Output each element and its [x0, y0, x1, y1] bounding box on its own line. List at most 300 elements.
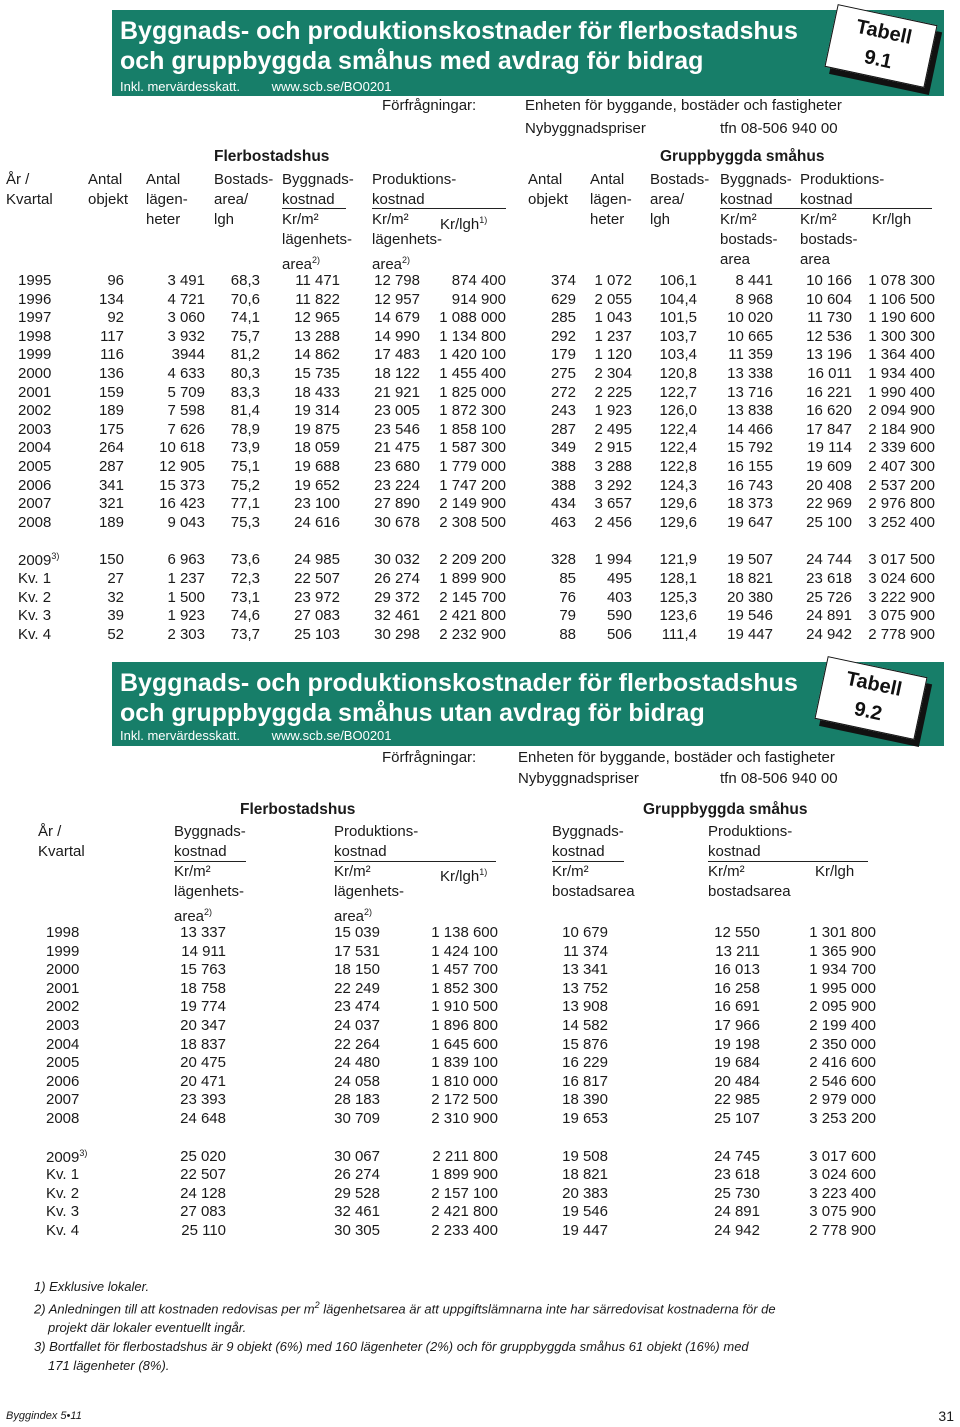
table-cell: 28 183: [334, 1091, 380, 1109]
table-cell: 243: [550, 402, 576, 420]
table-cell: Kv. 2: [18, 588, 52, 606]
table-cell: 20 380: [727, 588, 773, 606]
table-cell: 22 985: [714, 1091, 760, 1109]
table-cell: 1 364 400: [868, 346, 935, 364]
table-cell: 2002: [46, 998, 80, 1016]
table-cell: 13 338: [727, 365, 773, 382]
table-cell: 19 653: [562, 1110, 608, 1127]
table-cell: 126,0: [659, 402, 697, 420]
t2-header-g-prod-krlgh: Kr/lgh: [815, 863, 855, 880]
table-cell: 2 209 200: [439, 551, 506, 569]
table-cell: 24 745: [714, 1147, 760, 1165]
table-cell: 19 507: [727, 551, 773, 569]
table-cell: 23 005: [374, 402, 420, 420]
table-cell: 13 211: [715, 942, 760, 960]
table-cell: 11 359: [728, 346, 773, 364]
header-year-line1: År /: [6, 171, 30, 188]
table-cell: 74,6: [230, 607, 260, 625]
table-cell: 434: [550, 495, 576, 513]
table-cell: 1 910 500: [431, 998, 498, 1016]
table-cell: 2 778 900: [868, 625, 935, 643]
table-cell: 20 383: [562, 1184, 608, 1202]
table-cell: 10 679: [562, 924, 608, 941]
table-cell: 13 908: [562, 998, 608, 1016]
table-cell: 2 456: [594, 513, 632, 531]
table-cell: 128,1: [659, 570, 697, 587]
table-cell: 2 339 600: [868, 439, 935, 457]
table-cell: 24 058: [334, 1072, 380, 1090]
table-cell: 1 300 300: [868, 327, 935, 345]
table-cell: 24 744: [806, 551, 852, 569]
table-cell: 88: [559, 625, 576, 643]
header-g-bygg-line5: area: [720, 251, 751, 268]
footnote-ref-3: 3): [79, 1147, 88, 1158]
table-cell: 2 233 400: [431, 1222, 498, 1239]
table-cell: 77,1: [230, 495, 260, 513]
table-cell: 2 537 200: [868, 476, 935, 494]
table-cell: 2 172 500: [431, 1091, 498, 1109]
table-cell: 12 798: [374, 272, 420, 289]
header-g-antal-objekt: [528, 170, 568, 210]
header-prod-krlgh: [440, 210, 487, 235]
group-flerbostadshus: Flerbostadshus: [214, 148, 330, 165]
table-cell: 2 145 700: [439, 588, 506, 606]
t2-underline-bygg: [174, 861, 246, 862]
table-cell: 29 372: [374, 588, 420, 606]
table-cell: 116: [100, 346, 124, 364]
table-cell: 3 292: [594, 476, 632, 494]
table-cell: 117: [100, 327, 124, 345]
table-cell: 25 726: [806, 588, 852, 606]
header-g-bygg-line1: Byggnads-: [720, 171, 792, 188]
table-cell: 17 966: [714, 1017, 760, 1034]
table-cell: 10 020: [727, 309, 773, 327]
table-row: [0, 1073, 960, 1092]
contact-unit: Enheten för byggande, bostäder och fastigheter: [525, 97, 842, 114]
footnote-3: 3) Bortfallet för flerbostadshus är 9 objekt (6%) med 160 lägenheter (2%) och för gruppbyggda småhus 61 objekt (16%) med: [34, 1339, 749, 1355]
table-cell: 629: [550, 290, 576, 308]
t2-prod-line1: Produktions-: [334, 823, 419, 840]
t2-header-year-line2: Kvartal: [38, 843, 85, 860]
table-cell: 1 301 800: [809, 924, 876, 941]
table-cell: 12 550: [714, 924, 760, 941]
table-cell: 1 043: [594, 309, 632, 327]
table-cell: 18 837: [180, 1035, 226, 1053]
table-cell: 24 128: [180, 1184, 226, 1202]
header-g-prod-line1: Produktions-: [800, 171, 885, 188]
table-cell: 25 110: [181, 1222, 226, 1239]
table-cell: 1 747 200: [439, 476, 506, 494]
table-cell: 341: [98, 476, 124, 494]
contact-section: Nybyggnadspriser: [525, 120, 646, 137]
table-cell: 70,6: [230, 290, 260, 308]
t2-footnote-ref-2: 2): [204, 907, 213, 917]
table-cell: 2004: [46, 1035, 80, 1053]
table-cell: 24 942: [806, 625, 852, 643]
table-cell: 73,9: [230, 439, 260, 457]
header-g-byggnadskostnad: [720, 170, 792, 270]
table-cell: 52: [107, 625, 124, 643]
header-prod-line2: kostnad: [372, 191, 425, 208]
table-cell: 1 072: [594, 272, 632, 289]
table-cell: 13 288: [294, 327, 340, 345]
table-cell: 3 932: [167, 327, 205, 345]
table-9-1-banner: [112, 10, 944, 96]
table-cell: 5 709: [167, 383, 205, 401]
table-cell: 2000: [18, 365, 52, 382]
table-cell: 24 480: [334, 1054, 380, 1072]
table-cell: 2 211 800: [432, 1147, 498, 1165]
table-cell: 104,4: [659, 290, 697, 308]
footnote-2-sup: 2: [314, 1300, 320, 1310]
table-cell: 16 229: [562, 1054, 608, 1072]
table-cell: 1999: [46, 942, 80, 960]
table-cell: 106,1: [659, 272, 697, 289]
source-url-2: www.scb.se/BO0201: [271, 728, 392, 743]
table-cell: 16 221: [806, 383, 852, 401]
table-cell: 111,4: [661, 625, 697, 643]
table-cell: 1 645 600: [431, 1035, 498, 1053]
table-cell: 3 288: [594, 458, 632, 475]
table-cell: 25 107: [714, 1110, 760, 1127]
table-cell: 3 657: [594, 495, 632, 513]
table-row: [0, 1185, 960, 1204]
table-cell: 3 252 400: [868, 513, 935, 531]
table-cell: 16 011: [807, 365, 852, 382]
header-prod-line1: Produktions-: [372, 171, 457, 188]
table-cell: 2 407 300: [868, 458, 935, 475]
table-cell: 10 604: [806, 290, 852, 308]
table-cell: 1 872 300: [439, 402, 506, 420]
table-cell: 13 716: [727, 383, 773, 401]
vat-note: Inkl. mervärdesskatt.: [120, 79, 240, 94]
table-cell: 374: [550, 272, 576, 289]
table-9-2-title-line2: och gruppbyggda småhus utan avdrag för bidrag: [120, 699, 705, 727]
table-cell: 2006: [18, 476, 52, 494]
table-cell: Kv. 3: [46, 1203, 80, 1221]
table-cell: 1 825 000: [439, 383, 506, 401]
table-cell: 122,4: [659, 439, 697, 457]
table-cell: 11 822: [295, 290, 340, 308]
table-cell: 23 680: [374, 458, 420, 475]
header-g-bost-line3: lgh: [650, 211, 671, 228]
header-antal-objekt-line2: objekt: [88, 191, 129, 208]
t2-g-prod-line3: Kr/m²: [708, 863, 745, 880]
table-cell: 2 304: [594, 365, 632, 382]
table-cell: Kv. 1: [46, 1166, 80, 1184]
table-cell: 20 347: [180, 1017, 226, 1034]
header-bygg-line5: area: [282, 256, 313, 273]
table-cell: 20 471: [180, 1072, 226, 1090]
table-row: [0, 1203, 960, 1222]
table-cell: 23 393: [180, 1091, 226, 1109]
table-cell: 19 198: [714, 1035, 760, 1053]
header-prod-krlgh-label: Kr/lgh: [440, 216, 480, 233]
table-cell: 14 466: [727, 420, 773, 438]
table-cell: 8 968: [735, 290, 773, 308]
vat-note-2: Inkl. mervärdesskatt.: [120, 728, 240, 743]
table-cell: 81,2: [230, 346, 260, 364]
t2-underline-prod: [334, 861, 496, 862]
table-cell: 175: [98, 420, 124, 438]
header-g-bygg-line3: Kr/m²: [720, 211, 757, 228]
table-cell: 14 862: [294, 346, 340, 364]
table-cell: 23 546: [374, 420, 420, 438]
header-bygg-line3: Kr/m²: [282, 211, 319, 228]
header-bygg-line1: Byggnads-: [282, 171, 354, 188]
table-row: [0, 272, 960, 291]
table-cell: 15 792: [727, 439, 773, 457]
t2-underline-g-prod: [708, 861, 868, 862]
t2-header-g-produktionskostnad: [708, 822, 792, 902]
table-cell: 2 303: [167, 625, 205, 643]
table-cell: 25 020: [180, 1147, 226, 1165]
header-g-bygg-line2: kostnad: [720, 191, 773, 208]
table-cell: 29 528: [334, 1184, 380, 1202]
table-row: [0, 514, 960, 533]
header-g-prod-line5: area: [800, 251, 831, 268]
table-cell: 349: [550, 439, 576, 457]
table-cell: 22 507: [294, 570, 340, 587]
table-cell: 12 905: [159, 458, 205, 475]
header-g-bost-line1: Bostads-: [650, 171, 710, 188]
table-cell: 1 990 400: [868, 383, 935, 401]
table-cell: 2 149 900: [439, 495, 506, 513]
t2-header-g-byggnadskostnad: [552, 822, 635, 902]
table-cell: 18 122: [374, 365, 420, 382]
table-cell: 2002: [18, 402, 52, 420]
table-cell: 13 752: [562, 979, 608, 997]
table-cell: 24 616: [294, 513, 340, 531]
table-cell: 2004: [18, 439, 52, 457]
table-row: [0, 943, 960, 962]
table-cell: 30 305: [334, 1222, 380, 1239]
table-cell: 1 190 600: [868, 309, 935, 327]
table-cell: 292: [550, 327, 576, 345]
table-cell: 18 373: [727, 495, 773, 513]
table-cell: 3 060: [167, 309, 205, 327]
header-prod-line4: lägenhets-: [372, 231, 443, 248]
table-cell: 388: [550, 458, 576, 475]
table-9-1-title-line2: och gruppbyggda småhus med avdrag för bidrag: [120, 47, 704, 75]
table-cell: 25 100: [806, 513, 852, 531]
header-prod-line5: area: [372, 256, 403, 273]
table-cell: 2001: [18, 383, 52, 401]
table-cell: 27: [107, 570, 124, 587]
table-cell: 10 665: [727, 327, 773, 345]
table-cell: 18 059: [294, 439, 340, 457]
table-cell: 75,3: [230, 513, 260, 531]
table-cell: 1997: [18, 309, 52, 327]
table-cell: 2006: [46, 1072, 80, 1090]
table-cell: 2005: [18, 458, 52, 475]
t2-bygg-line4: lägenhets-: [174, 883, 245, 900]
table-cell: 73,1: [230, 588, 260, 606]
table-cell: 8 441: [735, 272, 773, 289]
table-cell: 129,6: [659, 495, 697, 513]
header-g-prod-line3: Kr/m²: [800, 211, 837, 228]
table-cell: 10 166: [806, 272, 852, 289]
table-cell: 22 969: [806, 495, 852, 513]
table-cell: 16 620: [806, 402, 852, 420]
table-cell: 25 730: [714, 1184, 760, 1202]
table-cell: 3 024 600: [868, 570, 935, 587]
table-cell: 16 258: [714, 979, 760, 997]
header-bygg-line4: lägenhets-: [282, 231, 353, 248]
table-cell: 2 095 900: [809, 998, 876, 1016]
t2-header-prod-krlgh: [440, 862, 487, 887]
table-cell: 1 852 300: [431, 979, 498, 997]
table-cell: 72,3: [230, 570, 260, 587]
table-cell: 1 994: [594, 551, 632, 569]
table-cell: 125,3: [659, 588, 697, 606]
table-cell: 19 875: [294, 420, 340, 438]
table-row: [0, 495, 960, 514]
table-cell: 2007: [46, 1091, 80, 1109]
table-cell: 25 103: [294, 625, 340, 643]
table-cell: 23 972: [294, 588, 340, 606]
t2-prod-line3: Kr/m²: [334, 863, 371, 880]
table-cell: 19 774: [180, 998, 226, 1016]
table-cell: 11 374: [563, 942, 608, 960]
table-cell: 16 691: [714, 998, 760, 1016]
footnote-ref-3: 3): [51, 551, 60, 562]
table-cell: 16 743: [727, 476, 773, 494]
header-antal-lagenheter: [146, 170, 188, 230]
table-cell: 2005: [46, 1054, 80, 1072]
table-cell: 122,7: [659, 383, 697, 401]
table-row: [0, 309, 960, 328]
table-cell: 1 078 300: [868, 272, 935, 289]
table-cell: 75,7: [230, 327, 260, 345]
table-cell: 3 075 900: [809, 1203, 876, 1221]
table-cell: 30 067: [334, 1147, 380, 1165]
table-cell: 3 223 400: [809, 1184, 876, 1202]
table-cell: 1 088 000: [439, 309, 506, 327]
table-cell: 24 648: [180, 1110, 226, 1127]
table-cell: 321: [98, 495, 124, 513]
table-cell: 1 457 700: [431, 961, 498, 979]
table-cell: 21 921: [374, 383, 420, 401]
table-cell: 23 100: [294, 495, 340, 513]
table-cell: 1 237: [167, 570, 205, 587]
table-cell: 30 032: [374, 551, 420, 569]
table-cell: 275: [550, 365, 576, 382]
table-row: [0, 402, 960, 421]
page-number: 31: [938, 1408, 954, 1424]
table-cell: 17 847: [806, 420, 852, 438]
table-cell: 22 249: [334, 979, 380, 997]
t2-g-prod-line4: bostadsarea: [708, 883, 791, 900]
table-cell: 3 017 600: [809, 1147, 876, 1165]
table-cell: 11 471: [295, 272, 340, 289]
table-cell: 1996: [18, 290, 52, 308]
footnote-2-cont: projekt där lokaler eventuellt ingår.: [48, 1320, 247, 1336]
table-cell: 85: [559, 570, 576, 587]
table-cell: 17 483: [374, 346, 420, 364]
table-cell: 1 923: [167, 607, 205, 625]
table-row: [0, 1036, 960, 1055]
table-cell: 2 778 900: [809, 1222, 876, 1239]
table-cell: 134: [98, 290, 124, 308]
table-row: [0, 421, 960, 440]
table-cell: 272: [550, 383, 576, 401]
header-g-bostadsarea: [650, 170, 709, 230]
inquiries-label-2: Förfrågningar:: [382, 749, 477, 766]
table-cell: 80,3: [230, 365, 260, 382]
table-cell: 2009$^{3)}$: [18, 551, 60, 570]
header-lgh-line3: heter: [146, 211, 181, 228]
table-cell: 73,7: [230, 625, 260, 643]
table-cell: 1995: [18, 272, 52, 289]
page-footer-left: Byggindex 5•11: [6, 1410, 82, 1422]
header-bostadsarea-line3: lgh: [214, 211, 235, 228]
t2-header-byggnadskostnad: [174, 822, 246, 927]
table-cell: 874 400: [451, 272, 506, 289]
table-cell: 1 134 800: [439, 327, 506, 345]
table-cell: 32 461: [374, 607, 420, 625]
table-cell: 22 264: [334, 1035, 380, 1053]
table-cell: 1 106 500: [868, 290, 935, 308]
table-cell: 150: [98, 551, 124, 569]
table-cell: 2 308 500: [439, 513, 506, 531]
t2-bygg-line3: Kr/m²: [174, 863, 211, 880]
table-cell: 9 043: [167, 513, 205, 531]
table-cell: 1 424 100: [431, 942, 498, 960]
header-g-lgh-line1: Antal: [590, 171, 625, 188]
table-cell: 2 094 900: [868, 402, 935, 420]
table-cell: 24 891: [714, 1203, 760, 1221]
header-byggnadskostnad: [282, 170, 354, 275]
tag-word: Tabell: [854, 15, 914, 49]
header-g-lgh-line2: lägen-: [590, 191, 632, 208]
table-cell: 32: [107, 588, 124, 606]
table-cell: 1 923: [594, 402, 632, 420]
header-year-line2: Kvartal: [6, 191, 53, 208]
table-cell: 103,4: [659, 346, 697, 364]
table-row: [0, 551, 960, 570]
table-cell: 26 274: [374, 570, 420, 587]
table-cell: 3 491: [167, 272, 205, 289]
header-lgh-line2: lägen-: [146, 191, 188, 208]
table-cell: 1 899 900: [439, 570, 506, 587]
t2-g-bygg-line1: Byggnads-: [552, 823, 624, 840]
t2-prod-line2: kostnad: [334, 843, 387, 860]
header-g-prod-krlgh: Kr/lgh: [872, 211, 912, 228]
table-cell: 264: [98, 439, 124, 457]
table-cell: 74,1: [230, 309, 260, 327]
table-cell: 287: [550, 420, 576, 438]
footnote-2-part-a: 2) Anledningen till att kostnaden redovisas per m: [34, 1301, 315, 1317]
header-bostadsarea-line2: area/: [214, 191, 249, 208]
header-g-bygg-line4: bostads-: [720, 231, 778, 248]
table-cell: 1 587 300: [439, 439, 506, 457]
table-cell: 27 083: [294, 607, 340, 625]
header-bostadsarea: [214, 170, 273, 230]
table-cell: 23 224: [374, 476, 420, 494]
table-cell: 1 500: [167, 588, 205, 606]
t2-footnote-ref-2b: 2): [364, 907, 373, 917]
footnote-3-cont: 171 lägenheter (8%).: [48, 1358, 170, 1374]
table-cell: 1 839 100: [431, 1054, 498, 1072]
table-cell: 2009$^{3)}$: [46, 1147, 88, 1166]
table-cell: 3 075 900: [868, 607, 935, 625]
table-cell: 2008: [46, 1110, 80, 1127]
table-cell: 73,6: [230, 551, 260, 569]
table-cell: 20 408: [806, 476, 852, 494]
table-cell: 2008: [18, 513, 52, 531]
table-cell: 179: [550, 346, 576, 364]
